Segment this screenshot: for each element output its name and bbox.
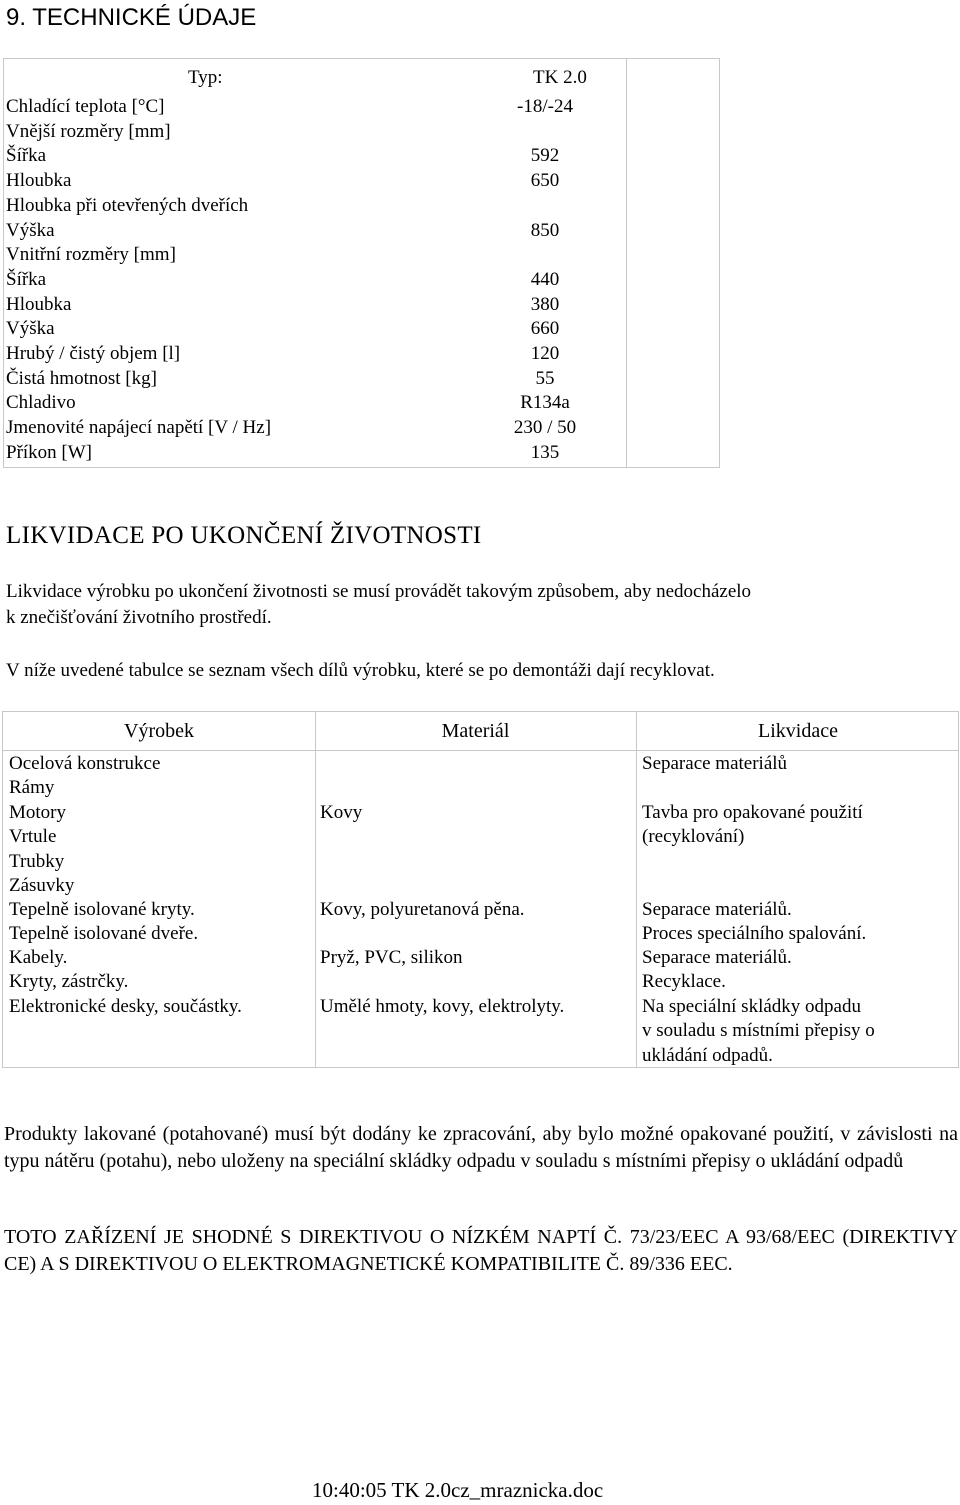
spec-row-label: Hloubka — [6, 293, 72, 315]
spec-type-label: Typ: — [188, 67, 223, 88]
disposal-paragraph-2: V níže uvedené tabulce se seznam všech dílů výrobku, které se po demontáži dají recyklovat. — [6, 660, 715, 681]
product-cell-line: Motory — [9, 801, 66, 823]
spec-row-value: 850 — [530, 219, 560, 241]
spec-row-value: 135 — [530, 441, 560, 463]
disposal-cell-line: Separace materiálů. — [642, 947, 792, 968]
disposal-paragraph-line-2: k znečišťování životního prostředí. — [6, 607, 272, 628]
spec-row-label: Chladící teplota [°C] — [6, 96, 165, 117]
recycle-table-header-rule — [3, 750, 958, 751]
material-cell-line: Kovy, polyuretanová pěna. — [320, 899, 525, 920]
product-cell-line: Rámy — [9, 777, 55, 799]
disposal-cell-line: ukládání odpadů. — [642, 1044, 773, 1066]
product-cell-line: Vrtule — [9, 826, 57, 848]
header-material: Materiál — [441, 720, 510, 742]
disposal-cell-line: Na speciální skládky odpadu — [642, 996, 861, 1017]
disposal-cell-line: Separace materiálů. — [642, 899, 792, 920]
spec-row-label: Hloubka — [6, 170, 72, 192]
product-cell-line: Trubky — [9, 850, 65, 872]
disposal-title: LIKVIDACE PO UKONČENÍ ŽIVOTNOSTI — [6, 522, 482, 549]
spec-row-label: Vnitřní rozměry [mm] — [6, 244, 176, 266]
product-cell-line: Tepelně isolované dveře. — [9, 923, 199, 945]
disposal-cell-line: v souladu s místními přepisy o — [642, 1020, 875, 1042]
spec-row-value: 230 / 50 — [513, 417, 577, 439]
spec-row-value: 380 — [530, 293, 560, 315]
spec-row-label: Chladivo — [6, 392, 76, 414]
product-cell-line: Elektronické desky, součástky. — [9, 996, 242, 1017]
product-cell-line: Kryty, zástrčky. — [9, 971, 129, 993]
product-cell-line: Tepelně isolované kryty. — [9, 899, 195, 920]
section-heading: 9. TECHNICKÉ ÚDAJE — [6, 4, 257, 31]
header-disposal: Likvidace — [758, 720, 838, 742]
spec-row-label: Vnější rozměry [mm] — [6, 120, 171, 142]
spec-row-label: Hrubý / čistý objem [l] — [6, 343, 181, 364]
directive-statement: TOTO ZAŘÍZENÍ JE SHODNÉ S DIREKTIVOU O NÍZKÉM NAPTÍ Č. 73/23/EEC A 93/68/EEC (DIREKTIVY CE) A S DIREKTIVOU O ELEKTROMAGNETICKÉ KOMPATIBILITE Č. 89/336 EEC. — [4, 1226, 958, 1275]
product-cell-line: Ocelová konstrukce — [9, 753, 161, 774]
spec-table-divider — [626, 59, 627, 467]
disposal-cell-line: Recyklace. — [642, 971, 726, 993]
material-cell-line: Pryž, PVC, silikon — [320, 947, 463, 968]
disposal-cell-line: Tavba pro opakované použití — [642, 801, 863, 823]
spec-row-label: Příkon [W] — [6, 441, 93, 463]
spec-row-value: R134a — [520, 392, 570, 414]
product-cell-line: Kabely. — [9, 947, 68, 968]
spec-row-value: 440 — [530, 268, 560, 290]
spec-row-value: -18/-24 — [517, 96, 573, 117]
spec-row-value: 660 — [530, 318, 560, 340]
header-product: Výrobek — [124, 720, 194, 742]
recycle-table-divider-2 — [636, 712, 637, 1067]
disposal-cell-line: Separace materiálů — [642, 753, 788, 774]
painted-products-note: Produkty lakované (potahované) musí být dodány ke zpracování, aby bylo možné opakované použití, v závislosti na typu nátěru (potahu), nebo uloženy na speciální skládky odpadu v souladu s místními přepisy o ukládání odpadů — [4, 1123, 958, 1172]
page-footer: 10:40:05 TK 2.0cz_mraznicka.doc — [312, 1478, 604, 1502]
spec-row-label: Hloubka při otevřených dveřích — [6, 194, 249, 216]
spec-row-label: Šířka — [6, 145, 47, 167]
spec-row-value: 592 — [530, 145, 560, 167]
spec-row-label: Výška — [6, 318, 55, 340]
disposal-cell-line: Proces speciálního spalování. — [642, 923, 867, 945]
spec-row-value: 650 — [530, 170, 560, 192]
spec-row-label: Čistá hmotnost [kg] — [6, 367, 157, 389]
spec-row-value: 55 — [535, 367, 555, 389]
spec-row-value: 120 — [530, 343, 560, 364]
material-cell-line: Umělé hmoty, kovy, elektrolyty. — [320, 996, 565, 1017]
spec-row-label: Výška — [6, 219, 55, 241]
material-cell-line: Kovy — [320, 801, 363, 823]
spec-row-label: Šířka — [6, 268, 47, 290]
recycle-table-divider-1 — [315, 712, 316, 1067]
disposal-paragraph-line-1: Likvidace výrobku po ukončení životnosti se musí provádět takovým způsobem, aby nedocházelo — [6, 581, 752, 602]
disposal-cell-line: (recyklování) — [642, 826, 745, 848]
product-cell-line: Zásuvky — [9, 875, 75, 896]
spec-row-label: Jmenovité napájecí napětí [V / Hz] — [6, 417, 272, 439]
spec-type-value: TK 2.0 — [533, 67, 587, 88]
